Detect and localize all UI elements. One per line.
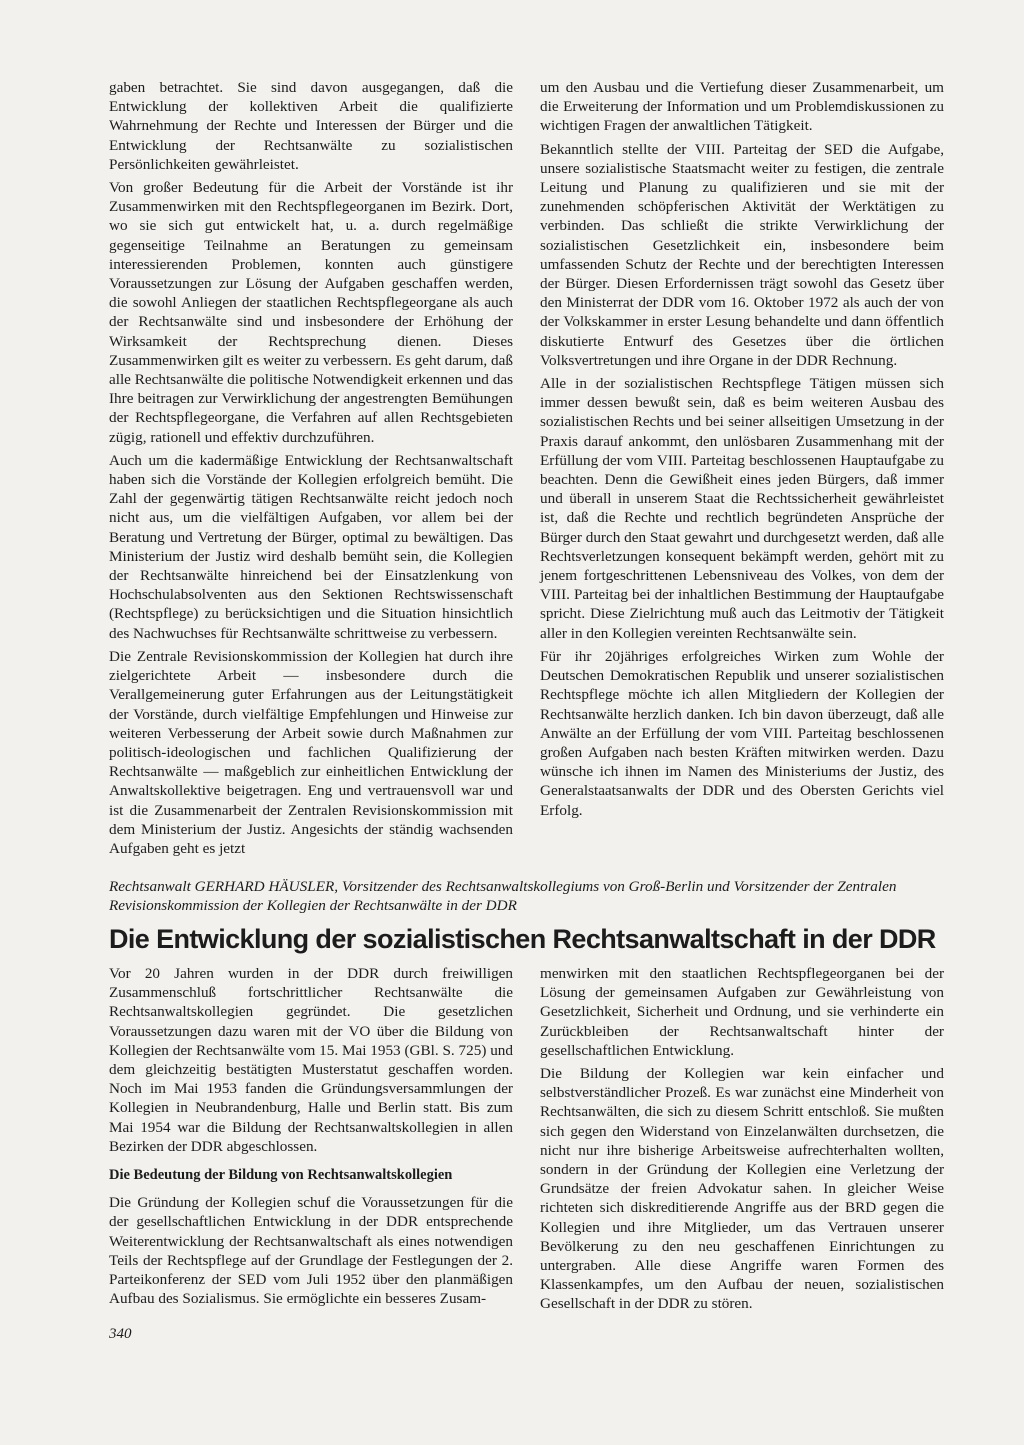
paragraph: Von großer Bedeutung für die Arbeit der Vorstände ist ihr Zusammenwirken mit den Rechtspflegeorganen im Bezirk. Dort, wo sie sich gut entwickelt hat, u. a. durch regelmäßige gegenseitige Teilnahme an Beratungen zu gemeinsam interessierenden Problemen, konnten auch günstigere Voraussetzungen zur Lösung der Aufgaben geschaffen werden, die sowohl Anliegen der staatlichen Rechtspflegeorgane als auch der Rechtsanwälte sind und insbesondere der Erhöhung der Wirksamkeit der Rechtsprechung dienen. Dieses Zusammenwirken gilt es weiter zu verbessern. Es geht darum, daß alle Rechtsanwälte die politische Notwendigkeit erkennen und das Ihre beitragen zur Verwirklichung der angestrengten Bemühungen der Rechtspflegeorgane, die Verfahren auf allen Rechtsgebieten zügig, rationell und effektiv durchzuführen. xyxy=(109,179,513,446)
paragraph: Vor 20 Jahren wurden in der DDR durch freiwilligen Zusammenschluß fortschrittlicher Rechtsanwälte die Rechtsanwaltskollegien gegründet. Die gesetzlichen Voraussetzungen dazu waren mit der VO über die Bildung von Kollegien der Rechtsanwälte vom 15. Mai 1953 (GBl. S. 725) und dem gleichzeitig bestätigten Musterstatut geschaffen worden. Noch im Mai 1953 fanden die Gründungsversammlungen der Kollegien in Neubrandenburg, Halle und Berlin statt. Bis zum Mai 1954 war die Bildung der Rechtsanwaltskollegien in allen Bezirken der DDR abgeschlossen. xyxy=(109,965,513,1155)
column-top-left xyxy=(109,78,513,862)
column-bottom-right xyxy=(540,964,944,1318)
paragraph: gaben betrachtet. Sie sind davon ausgegangen, daß die Entwicklung der kollektiven Arbeit die qualifizierte Wahrnehmung der Rechte und Interessen der Bürger und die Entwicklung der Rechtsanwälte zu sozialistischen Persönlichkeiten gewährleistet. xyxy=(109,79,513,173)
paragraph: Auch um die kadermäßige Entwicklung der Rechtsanwaltschaft haben sich die Vorstände der Kollegien erfolgreich bemüht. Die Zahl der gegenwärtig tätigen Rechtsanwälte reicht jedoch noch nicht aus, um die vielfältigen Aufgaben, vor allem bei der Beratung und Vertretung der Bürger, optimal zu bewältigen. Das Ministerium der Justiz wird deshalb bemüht sein, die Kollegien der Rechtsanwälte hinreichend bei der Einsatzlenkung von Hochschulabsolventen aus den Sektionen Rechtswissenschaft (Rechtspflege) zu berücksichtigen und die Situation hinsichtlich des Nachwuchses für Rechtsanwälte schrittweise zu verbessern. xyxy=(109,451,513,642)
author-byline: Rechtsanwalt GERHARD HÄUSLER, Vorsitzender des Rechtsanwaltskollegiums von Groß-Berlin und Vorsitzender der Zentralen Revisionskommission der Kollegien der Rechtsanwälte in der DDR xyxy=(109,878,897,915)
section-subheading: Die Bedeutung der Bildung von Rechtsanwaltskollegien xyxy=(109,1167,453,1184)
column-top-right xyxy=(540,78,944,824)
paragraph: Alle in der sozialistischen Rechtspflege Tätigen müssen sich immer dessen bewußt sein, daß es beim weiteren Ausbau des sozialistischen Rechts und bei seiner allseitigen Umsetzung in der Praxis darauf ankommt, den unlösbaren Zusammenhang mit der Erfüllung der vom VIII. Parteitag beschlossenen Hauptaufgabe zu beachten. Denn die Gewißheit eines jeden Bürgers, daß immer und überall in unserem Staat die Rechtssicherheit gewährleistet ist, daß die Rechte und rechtlich begründeten Ansprüche der Bürger durch den Staat gewahrt und durchgesetzt werden, daß alle Rechtsverletzungen konsequent bekämpft werden, gehört mit zu jenem fortgeschrittenen Lebensniveau des Volkes, von dem der VIII. Parteitag bei der inhaltlichen Bestimmung der Hauptaufgabe spricht. Diese Zielrichtung muß auch das Leitmotiv der Tätigkeit aller in den Kollegien vereinten Rechtsanwälte sein. xyxy=(540,375,944,642)
paragraph: Bekanntlich stellte der VIII. Parteitag der SED die Aufgabe, unsere sozialistische Staatsmacht weiter zu festigen, die zentrale Leitung und Planung zu qualifizieren und sie mit der zunehmenden schöpferischen Aktivität der Werktätigen zu verbinden. Das schließt die strikte Verwirklichung der sozialistischen Gesetzlichkeit ein, insbesondere beim umfassenden Schutz der Rechte und der berechtigten Interessen der Bürger. Diesen Erfordernissen trägt sowohl das Gesetz über den Ministerrat der DDR vom 16. Oktober 1972 als auch der von der Volkskammer in erster Lesung behandelte und dann öffentlich diskutierte Entwurf des Gesetzes über die örtlichen Volksvertretungen und ihre Organe in der DDR Rechnung. xyxy=(540,140,944,369)
paragraph: Für ihr 20jähriges erfolgreiches Wirken zum Wohle der Deutschen Demokratischen Republik und unserer sozialistischen Rechtspflege möchte ich allen Mitgliedern der Kollegien der Rechtsanwälte herzlich danken. Ich bin davon überzeugt, daß alle Anwälte an der Erfüllung der vom VIII. Parteitag beschlossenen großen Aufgaben nach besten Kräften mitwirken werden. Dazu wünsche ich ihnen im Namen des Ministeriums der Justiz, des Generalstaatsanwalts der DDR und des Obersten Gerichts viel Erfolg. xyxy=(540,647,944,819)
article-title: Die Entwicklung der sozialistischen Rechtsanwaltschaft in der DDR xyxy=(109,924,936,954)
column-bottom-left xyxy=(109,964,513,1312)
paragraph: Die Gründung der Kollegien schuf die Voraussetzungen für die der gesellschaftlichen Entwicklung in der DDR entsprechende Weiterentwicklung der Rechtsanwaltschaft als eines notwendigen Teils der Rechtspflege auf der Grundlage der Festlegungen der 2. Parteikonferenz der SED vom Juli 1952 über den planmäßigen Aufbau des Sozialismus. Sie ermöglichte ein besseres Zusam- xyxy=(109,1194,513,1308)
paragraph: Die Bildung der Kollegien war kein einfacher und selbstverständlicher Prozeß. Es war zunächst eine Minderheit von Rechtsanwälten, die sich zu diesem Schritt entschloß. Sie mußten sich gegen den Widerstand von Einzelanwälten durchsetzen, die nicht nur ihre bisherige Arbeitsweise aufrechterhalten wollten, sondern in der Gründung der Kollegien eine Verletzung der Grundsätze der freien Advokatur sahen. In gleicher Weise richteten sich diskreditierende Angriffe aus der BRD gegen die Kollegien und ihre Mitglieder, um das Vertrauen unserer Bevölkerung zu den neu geschaffenen Einrichtungen zu untergraben. Alle diese Angriffe waren Formen des Klassenkampfes, um den Aufbau der neuen, sozialistischen Gesellschaft in der DDR zu stören. xyxy=(540,1065,944,1313)
page-number: 340 xyxy=(109,1326,132,1342)
paragraph: um den Ausbau und die Vertiefung dieser Zusammenarbeit, um die Erweiterung der Information und um Problemdiskussionen zu wichtigen Fragen der anwaltlichen Tätigkeit. xyxy=(540,79,944,135)
paragraph: Die Zentrale Revisionskommission der Kollegien hat durch ihre zielgerichtete Arbeit — insbesondere durch die Verallgemeinerung guter Erfahrungen aus der Leitungstätigkeit der Vorstände, durch vielfältige Empfehlungen und Hinweise zur weiteren Verbesserung der Arbeit sowie durch Maßnahmen zur politisch-ideologischen und fachlichen Qualifizierung der Rechtsanwälte — maßgeblich zur einheitlichen Entwicklung der Anwaltskollektive beigetragen. Eng und vertrauensvoll war und ist die Zusammenarbeit der Zentralen Revisionskommission mit dem Ministerium der Justiz. Angesichts der ständig wachsenden Aufgaben geht es jetzt xyxy=(109,647,513,857)
paragraph: menwirken mit den staatlichen Rechtspflegeorganen bei der Lösung der gemeinsamen Aufgaben zur Gewährleistung von Gesetzlichkeit, Sicherheit und Ordnung, und sie verhinderte ein Zurückbleiben der Rechtsanwaltschaft hinter der gesellschaftlichen Entwicklung. xyxy=(540,965,944,1059)
